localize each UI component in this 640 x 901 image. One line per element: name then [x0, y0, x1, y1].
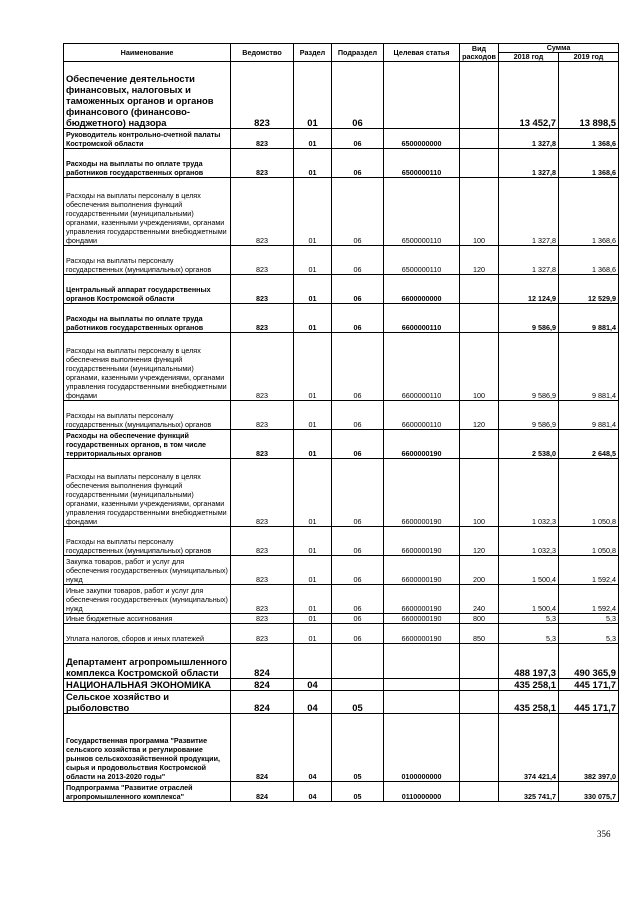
cell-razdel: 01: [294, 614, 332, 624]
cell-vedomstvo: 824: [231, 782, 294, 802]
cell-expense-type: 240: [460, 585, 499, 614]
cell-razdel: 01: [294, 178, 332, 246]
cell-expense-type: [460, 714, 499, 782]
header-podrazdel: Подраздел: [332, 44, 384, 62]
header-year-2018: 2018 год: [499, 53, 559, 62]
cell-target-article: [384, 644, 460, 679]
cell-name: Подпрограмма "Развитие отраслей агропромышленного комплекса": [64, 782, 231, 802]
cell-sum-2018: 435 258,1: [499, 679, 559, 691]
cell-sum-2019: 13 898,5: [559, 62, 619, 129]
header-vedomstvo: Ведомство: [231, 44, 294, 62]
cell-expense-type: 100: [460, 333, 499, 401]
cell-name: Расходы на выплаты персоналу государственных (муниципальных) органов: [64, 527, 231, 556]
cell-vedomstvo: 824: [231, 714, 294, 782]
cell-vedomstvo: 823: [231, 149, 294, 178]
cell-expense-type: [460, 129, 499, 149]
cell-sum-2019: 1 368,6: [559, 178, 619, 246]
cell-razdel: 01: [294, 401, 332, 430]
cell-vedomstvo: 823: [231, 459, 294, 527]
cell-sum-2019: 1 592,4: [559, 556, 619, 585]
cell-razdel: 01: [294, 129, 332, 149]
cell-vedomstvo: 823: [231, 624, 294, 644]
table-row: [64, 459, 619, 527]
cell-vedomstvo: 823: [231, 527, 294, 556]
cell-expense-type: [460, 304, 499, 333]
cell-name: Расходы на выплаты персоналу государственных (муниципальных) органов: [64, 401, 231, 430]
cell-sum-2018: 1 500,4: [499, 585, 559, 614]
table-row: [64, 527, 619, 556]
cell-name: Государственная программа "Развитие сельского хозяйства и регулирование рынков сельскохозяйственной продукции, сырья и продовольствия Костромской области на 2013-2020 годы": [64, 714, 231, 782]
cell-target-article: [384, 679, 460, 691]
cell-target-article: 6600000190: [384, 430, 460, 459]
cell-expense-type: [460, 644, 499, 679]
cell-target-article: [384, 691, 460, 714]
cell-expense-type: 120: [460, 527, 499, 556]
budget-table: [63, 43, 619, 802]
cell-sum-2018: 1 032,3: [499, 527, 559, 556]
cell-sum-2018: 9 586,9: [499, 333, 559, 401]
cell-name: Расходы на выплаты персоналу в целях обеспечения выполнения функций государственными (муниципальными) органами, казенными учреждениями, органами управления государственными внебюджетными фондами: [64, 178, 231, 246]
table-row: [64, 714, 619, 782]
cell-razdel: 01: [294, 246, 332, 275]
table-row: [64, 149, 619, 178]
table-row: [64, 679, 619, 691]
cell-sum-2019: 9 881,4: [559, 401, 619, 430]
cell-vedomstvo: 823: [231, 62, 294, 129]
cell-razdel: 01: [294, 430, 332, 459]
cell-sum-2019: 445 171,7: [559, 679, 619, 691]
cell-razdel: 01: [294, 556, 332, 585]
cell-sum-2018: 12 124,9: [499, 275, 559, 304]
cell-name: Уплата налогов, сборов и иных платежей: [64, 624, 231, 644]
cell-sum-2019: 1 368,6: [559, 149, 619, 178]
cell-podrazdel: 06: [332, 430, 384, 459]
cell-sum-2019: 2 648,5: [559, 430, 619, 459]
cell-sum-2019: 9 881,4: [559, 304, 619, 333]
cell-target-article: 6600000190: [384, 614, 460, 624]
cell-razdel: 04: [294, 714, 332, 782]
table-row: [64, 430, 619, 459]
cell-podrazdel: [332, 679, 384, 691]
cell-podrazdel: 06: [332, 246, 384, 275]
cell-sum-2019: 1 368,6: [559, 246, 619, 275]
cell-expense-type: [460, 149, 499, 178]
cell-vedomstvo: 823: [231, 614, 294, 624]
cell-podrazdel: 06: [332, 459, 384, 527]
table-row: [64, 304, 619, 333]
cell-vedomstvo: 823: [231, 556, 294, 585]
cell-sum-2019: 1 050,8: [559, 527, 619, 556]
cell-sum-2018: 1 327,8: [499, 149, 559, 178]
cell-name: Расходы на обеспечение функций государственных органов, в том числе территориальных органов: [64, 430, 231, 459]
cell-expense-type: 800: [460, 614, 499, 624]
cell-podrazdel: 06: [332, 556, 384, 585]
cell-podrazdel: 06: [332, 585, 384, 614]
header-target-article: Целевая статья: [384, 44, 460, 62]
cell-sum-2019: 1 050,8: [559, 459, 619, 527]
cell-sum-2019: 12 529,9: [559, 275, 619, 304]
cell-razdel: 01: [294, 624, 332, 644]
cell-sum-2018: 5,3: [499, 624, 559, 644]
cell-podrazdel: 06: [332, 614, 384, 624]
cell-expense-type: [460, 691, 499, 714]
cell-target-article: 6600000000: [384, 275, 460, 304]
cell-razdel: [294, 644, 332, 679]
table-row: [64, 275, 619, 304]
cell-podrazdel: 05: [332, 691, 384, 714]
cell-target-article: 0110000000: [384, 782, 460, 802]
header-sum: Сумма: [499, 44, 619, 53]
table-row: [64, 585, 619, 614]
budget-table-container: [63, 43, 619, 802]
cell-podrazdel: 06: [332, 62, 384, 129]
cell-sum-2018: 488 197,3: [499, 644, 559, 679]
cell-sum-2019: 330 075,7: [559, 782, 619, 802]
table-row: [64, 556, 619, 585]
cell-sum-2019: 382 397,0: [559, 714, 619, 782]
cell-sum-2019: 1 368,6: [559, 129, 619, 149]
cell-sum-2019: 1 592,4: [559, 585, 619, 614]
cell-target-article: 6600000110: [384, 401, 460, 430]
cell-podrazdel: 05: [332, 782, 384, 802]
cell-razdel: 01: [294, 585, 332, 614]
cell-sum-2018: 9 586,9: [499, 304, 559, 333]
cell-sum-2018: 435 258,1: [499, 691, 559, 714]
table-row: [64, 782, 619, 802]
cell-expense-type: 200: [460, 556, 499, 585]
cell-name: Департамент агропромышленного комплекса Костромской области: [64, 644, 231, 679]
cell-target-article: 6500000110: [384, 149, 460, 178]
cell-vedomstvo: 823: [231, 246, 294, 275]
cell-name: Иные бюджетные ассигнования: [64, 614, 231, 624]
cell-name: Центральный аппарат государственных органов Костромской области: [64, 275, 231, 304]
table-row: [64, 401, 619, 430]
table-row: [64, 178, 619, 246]
cell-expense-type: [460, 679, 499, 691]
cell-razdel: 01: [294, 149, 332, 178]
cell-name: НАЦИОНАЛЬНАЯ ЭКОНОМИКА: [64, 679, 231, 691]
cell-sum-2019: 9 881,4: [559, 333, 619, 401]
cell-razdel: 01: [294, 62, 332, 129]
cell-podrazdel: 06: [332, 275, 384, 304]
cell-razdel: 04: [294, 691, 332, 714]
cell-sum-2018: 2 538,0: [499, 430, 559, 459]
cell-target-article: [384, 62, 460, 129]
cell-name: Расходы на выплаты персоналу государственных (муниципальных) органов: [64, 246, 231, 275]
cell-target-article: 6600000190: [384, 585, 460, 614]
cell-target-article: 6600000190: [384, 527, 460, 556]
cell-sum-2018: 374 421,4: [499, 714, 559, 782]
cell-expense-type: 850: [460, 624, 499, 644]
cell-razdel: 01: [294, 527, 332, 556]
cell-name: Расходы на выплаты персоналу в целях обеспечения выполнения функций государственными (муниципальными) органами, казенными учреждениями, органами управления государственными внебюджетными фондами: [64, 459, 231, 527]
cell-podrazdel: 06: [332, 333, 384, 401]
header-razdel: Раздел: [294, 44, 332, 62]
cell-podrazdel: 06: [332, 401, 384, 430]
cell-expense-type: 120: [460, 246, 499, 275]
table-row: [64, 624, 619, 644]
table-body: [64, 62, 619, 802]
table-header: [64, 44, 619, 62]
cell-sum-2019: 5,3: [559, 624, 619, 644]
cell-expense-type: [460, 782, 499, 802]
table-row: [64, 129, 619, 149]
cell-target-article: 6600000110: [384, 333, 460, 401]
cell-name: Расходы на выплаты по оплате труда работников государственных органов: [64, 149, 231, 178]
cell-vedomstvo: 823: [231, 178, 294, 246]
cell-vedomstvo: 824: [231, 691, 294, 714]
cell-name: Руководитель контрольно-счетной палаты Костромской области: [64, 129, 231, 149]
cell-razdel: 04: [294, 679, 332, 691]
cell-podrazdel: 06: [332, 178, 384, 246]
cell-target-article: 6500000110: [384, 246, 460, 275]
cell-sum-2018: 1 327,8: [499, 129, 559, 149]
cell-sum-2018: 5,3: [499, 614, 559, 624]
cell-expense-type: 100: [460, 459, 499, 527]
cell-name: Расходы на выплаты персоналу в целях обеспечения выполнения функций государственными (муниципальными) органами, казенными учреждениями, органами управления государственными внебюджетными фондами: [64, 333, 231, 401]
cell-vedomstvo: 823: [231, 275, 294, 304]
cell-target-article: 6600000190: [384, 556, 460, 585]
cell-sum-2018: 325 741,7: [499, 782, 559, 802]
page-number: 356: [597, 829, 611, 839]
cell-sum-2018: 1 327,8: [499, 178, 559, 246]
cell-sum-2019: 490 365,9: [559, 644, 619, 679]
cell-expense-type: [460, 62, 499, 129]
header-expense-type: Вид расходов: [460, 44, 499, 62]
cell-target-article: 0100000000: [384, 714, 460, 782]
cell-vedomstvo: 823: [231, 401, 294, 430]
cell-name: Сельское хозяйство и рыболовство: [64, 691, 231, 714]
cell-razdel: 04: [294, 782, 332, 802]
cell-sum-2018: 1 500,4: [499, 556, 559, 585]
cell-target-article: 6600000190: [384, 624, 460, 644]
cell-podrazdel: 06: [332, 129, 384, 149]
cell-sum-2018: 13 452,7: [499, 62, 559, 129]
cell-sum-2019: 445 171,7: [559, 691, 619, 714]
cell-razdel: 01: [294, 275, 332, 304]
cell-vedomstvo: 823: [231, 585, 294, 614]
cell-podrazdel: 05: [332, 714, 384, 782]
cell-podrazdel: 06: [332, 304, 384, 333]
table-row: [64, 333, 619, 401]
header-name: Наименование: [64, 44, 231, 62]
cell-vedomstvo: 823: [231, 430, 294, 459]
cell-podrazdel: 06: [332, 149, 384, 178]
header-year-2019: 2019 год: [559, 53, 619, 62]
cell-name: Иные закупки товаров, работ и услуг для обеспечения государственных (муниципальных) нужд: [64, 585, 231, 614]
table-row: [64, 62, 619, 129]
cell-name: Обеспечение деятельности финансовых, налоговых и таможенных органов и органов финансового (финансово-бюджетного) надзора: [64, 62, 231, 129]
cell-expense-type: [460, 275, 499, 304]
cell-vedomstvo: 824: [231, 644, 294, 679]
cell-sum-2018: 9 586,9: [499, 401, 559, 430]
cell-podrazdel: 06: [332, 527, 384, 556]
cell-name: Расходы на выплаты по оплате труда работников государственных органов: [64, 304, 231, 333]
cell-expense-type: 120: [460, 401, 499, 430]
cell-expense-type: 100: [460, 178, 499, 246]
cell-podrazdel: [332, 644, 384, 679]
cell-vedomstvo: 823: [231, 129, 294, 149]
table-row: [64, 691, 619, 714]
cell-expense-type: [460, 430, 499, 459]
cell-target-article: 6600000190: [384, 459, 460, 527]
cell-target-article: 6600000110: [384, 304, 460, 333]
cell-vedomstvo: 823: [231, 333, 294, 401]
cell-target-article: 6500000000: [384, 129, 460, 149]
cell-vedomstvo: 824: [231, 679, 294, 691]
cell-target-article: 6500000110: [384, 178, 460, 246]
table-row: [64, 644, 619, 679]
cell-razdel: 01: [294, 304, 332, 333]
cell-razdel: 01: [294, 333, 332, 401]
cell-sum-2018: 1 327,8: [499, 246, 559, 275]
table-row: [64, 614, 619, 624]
cell-razdel: 01: [294, 459, 332, 527]
cell-name: Закупка товаров, работ и услуг для обеспечения государственных (муниципальных) нужд: [64, 556, 231, 585]
cell-sum-2018: 1 032,3: [499, 459, 559, 527]
cell-podrazdel: 06: [332, 624, 384, 644]
cell-vedomstvo: 823: [231, 304, 294, 333]
table-row: [64, 246, 619, 275]
cell-sum-2019: 5,3: [559, 614, 619, 624]
